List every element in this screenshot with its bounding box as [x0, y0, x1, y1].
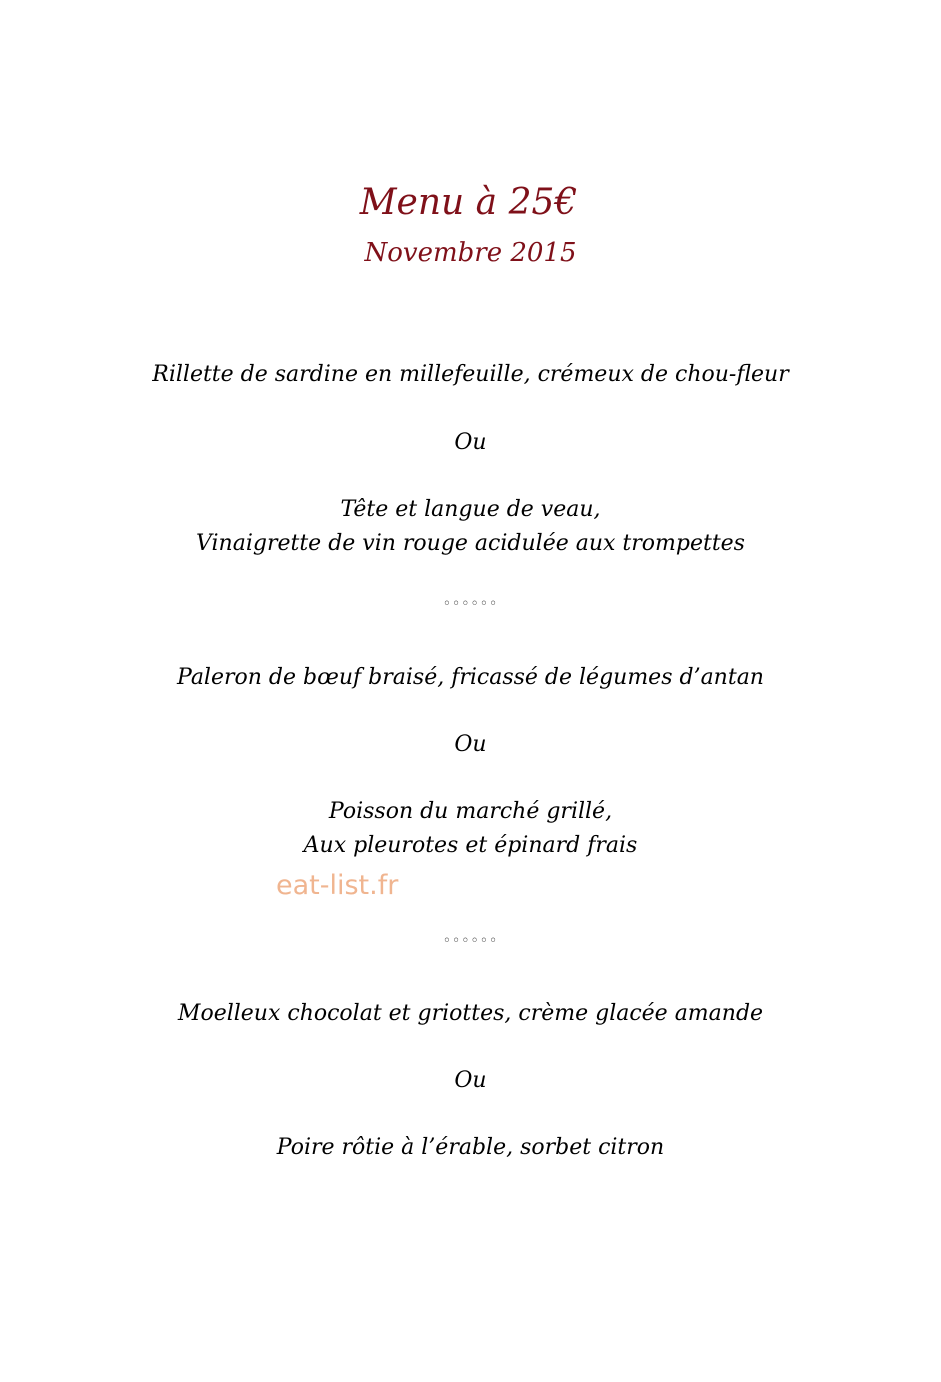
dessert-option-2: Poire rôtie à l’érable, sorbet citron [276, 1135, 665, 1160]
watermark-text: eat-list.fr [276, 870, 399, 901]
dessert-or-label: Ou [454, 1068, 487, 1093]
main-option-2-line-1: Poisson du marché grillé, [328, 799, 613, 824]
starter-option-2-line-2: Vinaigrette de vin rouge acidulée aux trompettes [196, 531, 745, 556]
dessert-option-1: Moelleux chocolat et griottes, crème glacée amande [177, 1001, 764, 1026]
starter-option-1: Rillette de sardine en millefeuille, crémeux de chou-fleur [152, 362, 789, 387]
main-option-1: Paleron de bœuf braisé, fricassé de légumes d’antan [177, 665, 764, 690]
course-separator-1: ◦◦◦◦◦◦ [442, 596, 499, 612]
menu-title: Menu à 25€ [359, 182, 578, 223]
menu-date: Novembre 2015 [364, 238, 577, 268]
main-option-2-line-2: Aux pleurotes et épinard frais [303, 833, 638, 858]
course-separator-2: ◦◦◦◦◦◦ [442, 933, 499, 949]
starter-option-2-line-1: Tête et langue de veau, [340, 497, 601, 522]
main-or-label: Ou [454, 732, 487, 757]
starter-or-label: Ou [454, 430, 487, 455]
